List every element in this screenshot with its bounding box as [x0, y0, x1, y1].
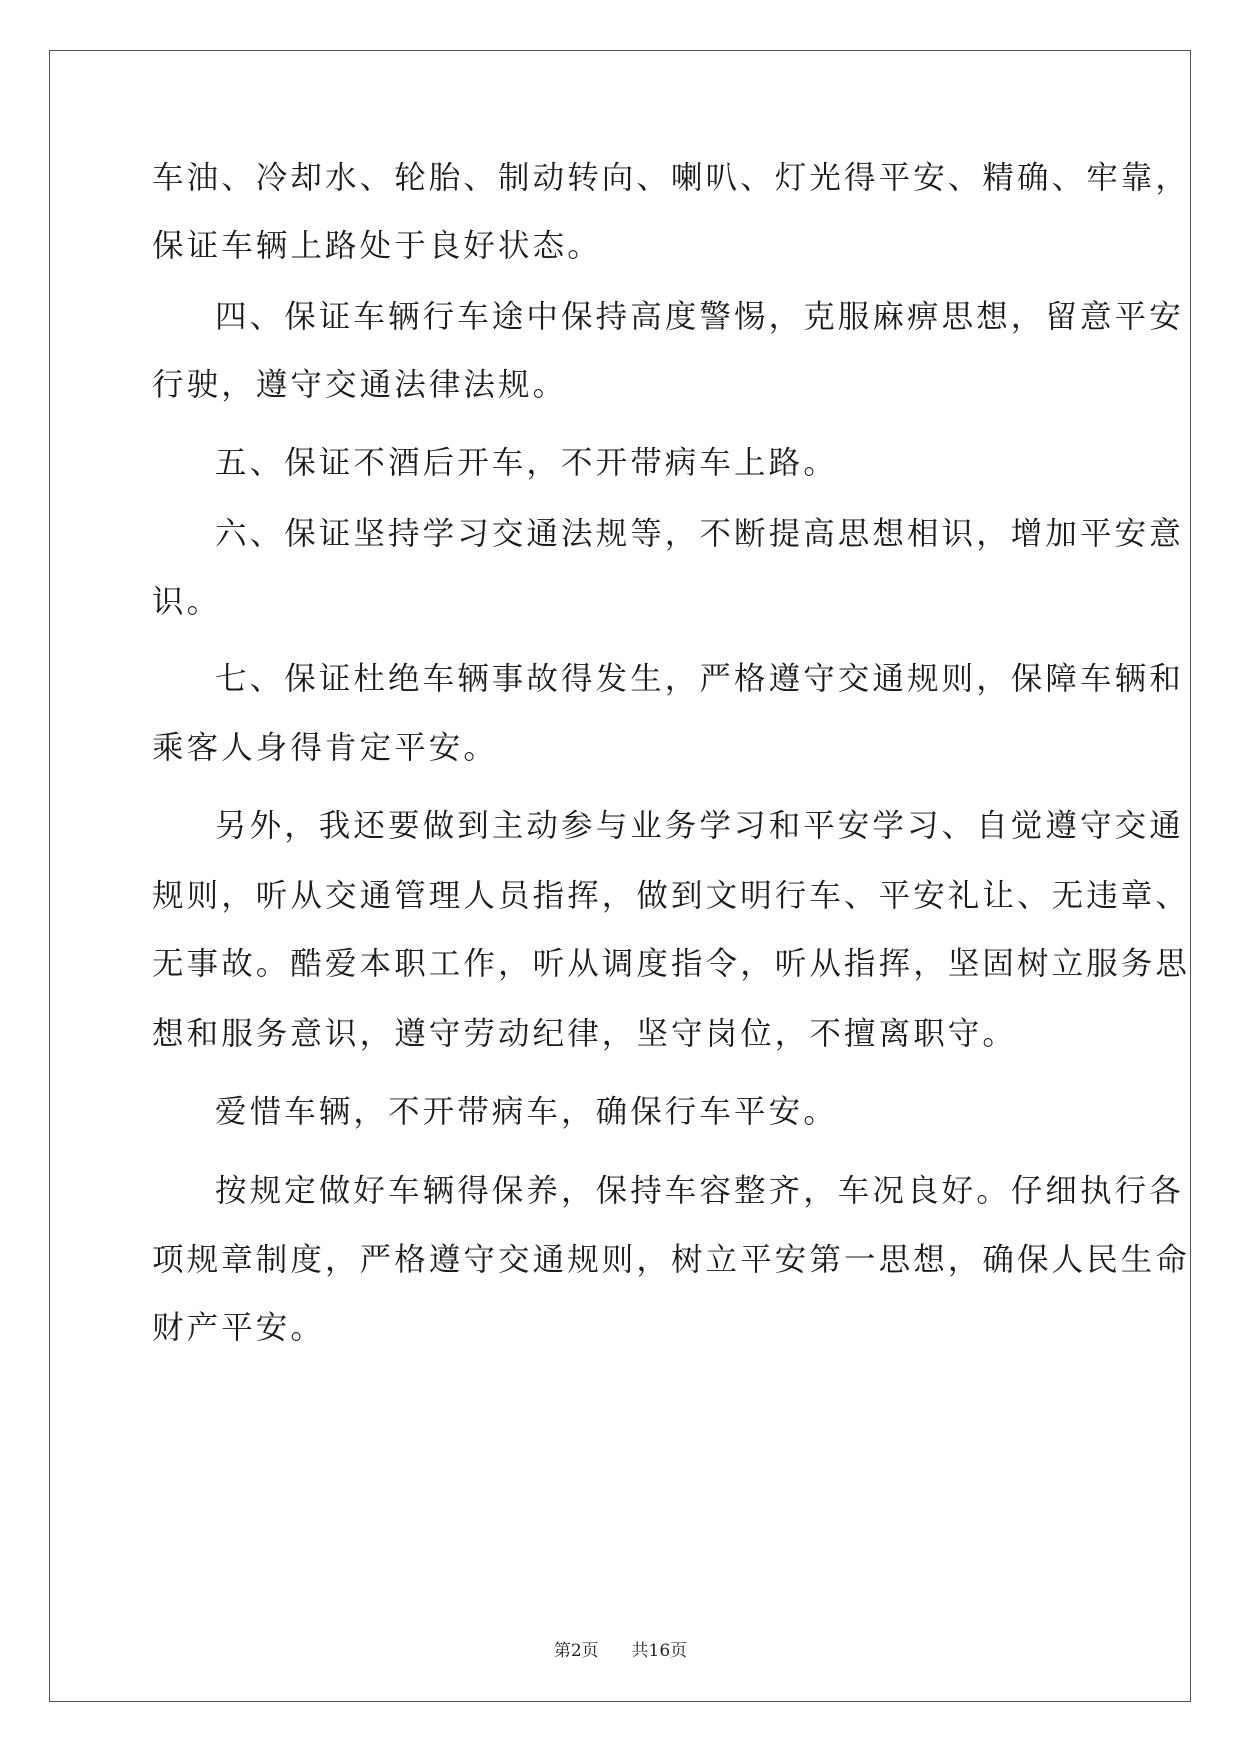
page-total: 共16页 — [631, 1641, 688, 1661]
text-line: 保证车辆上路处于良好状态。 — [152, 228, 602, 264]
text-line: 规则，听从交通管理人员指挥，做到文明行车、平安礼让、无违章、 — [152, 878, 1191, 914]
text-line: 爱惜车辆，不开带病车，确保行车平安。 — [215, 1094, 838, 1130]
text-line: 四、保证车辆行车途中保持高度警惕，克服麻痹思想，留意平安 — [215, 299, 1184, 335]
page-footer — [0, 1636, 1241, 1661]
text-line: 七、保证杜绝车辆事故得发生，严格遵守交通规则，保障车辆和 — [215, 661, 1184, 697]
text-line: 按规定做好车辆得保养，保持车容整齐，车况良好。仔细执行各 — [215, 1173, 1184, 1209]
text-line: 五、保证不酒后开车，不开带病车上路。 — [215, 445, 838, 481]
text-line: 财产平安。 — [152, 1310, 326, 1346]
page-number: 第2页 — [553, 1641, 599, 1661]
text-line: 识。 — [152, 584, 222, 620]
text-line: 另外，我还要做到主动参与业务学习和平安学习、自觉遵守交通 — [215, 808, 1184, 844]
text-line: 车油、冷却水、轮胎、制动转向、喇叭、灯光得平安、精确、牢靠， — [152, 160, 1191, 196]
text-line: 六、保证坚持学习交通法规等，不断提高思想相识，增加平安意 — [215, 516, 1184, 552]
text-line: 无事故。酷爱本职工作，听从调度指令，听从指挥，坚固树立服务思 — [152, 946, 1191, 982]
text-line: 乘客人身得肯定平安。 — [152, 730, 499, 766]
text-line: 想和服务意识，遵守劳动纪律，坚守岗位，不擅离职守。 — [152, 1016, 1018, 1052]
text-line: 项规章制度，严格遵守交通规则，树立平安第一思想，确保人民生命 — [152, 1242, 1191, 1278]
text-line: 行驶，遵守交通法律法规。 — [152, 367, 568, 403]
